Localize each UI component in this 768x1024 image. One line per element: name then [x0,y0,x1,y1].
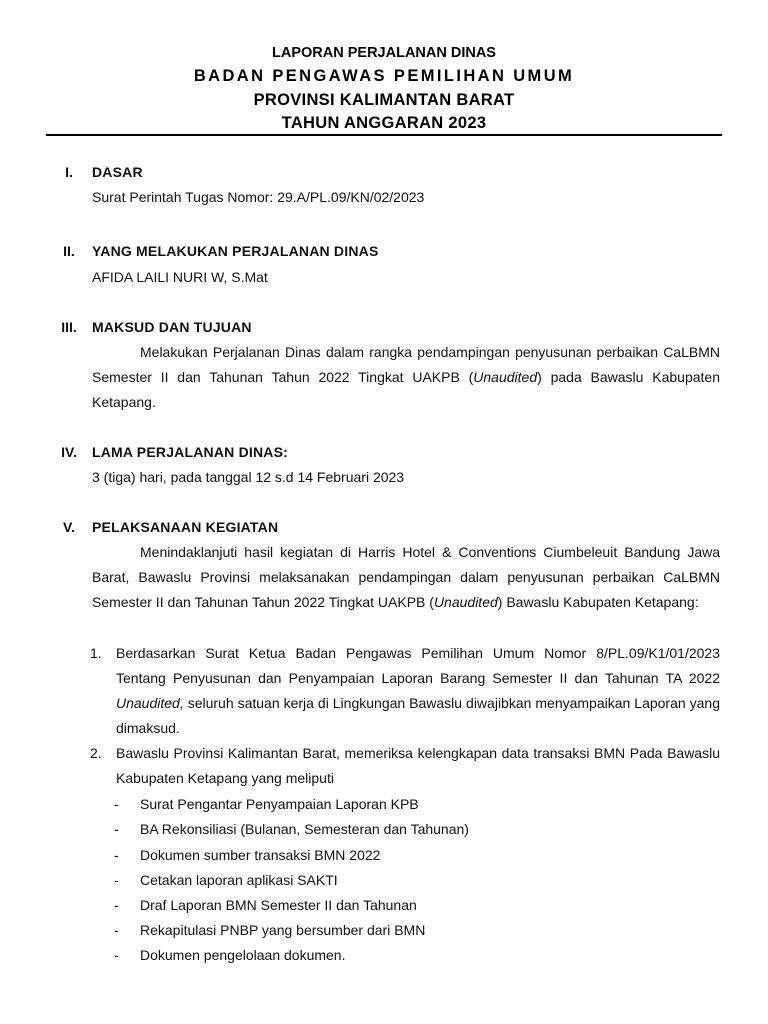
section-4-body: 3 (tiga) hari, pada tanggal 12 s.d 14 Februari 2023 [92,469,405,485]
section-2-numeral: II. [63,243,75,259]
list-item [114,947,345,963]
list-item [114,922,425,938]
section-5-numeral: V. [63,519,75,535]
list-item-text: Cetakan laporan aplikasi SAKTI [140,872,338,888]
section-1-heading: DASAR [92,164,143,180]
list-item-text: Draf Laporan BMN Semester II dan Tahunan [140,897,417,913]
bullet-dash: - [114,872,119,888]
bullet-dash: - [114,847,119,863]
section-5-intro-b: ) Bawaslu Kabupaten Ketapang: [497,594,699,610]
section-1-body: Surat Perintah Tugas Nomor: 29.A/PL.09/KN/02/2023 [92,189,425,205]
numbered-item-2 [90,741,720,791]
section-3-text-b: ) pada Bawaslu Kabupaten Ketapang. [92,369,720,410]
list-item-text: Dokumen sumber transaksi BMN 2022 [140,847,381,863]
header-divider [46,134,722,136]
list-item [114,821,469,837]
numbered-item-1-text-b: seluruh satuan kerja di Lingkungan Bawaslu diwajibkan menyampaikan Laporan yang dimaksud. [116,695,720,736]
numbered-item-1-number: 1. [90,645,102,661]
bullet-dash: - [114,922,119,938]
list-item [114,847,380,863]
list-item [114,872,338,888]
fiscal-year-title: TAHUN ANGGARAN 2023 [281,114,487,132]
section-4-numeral: IV. [61,444,77,460]
report-type-title: LAPORAN PERJALANAN DINAS [272,45,496,61]
section-5-intro [92,540,720,615]
section-5-intro-a: Menindaklanjuti hasil kegiatan di Harris Hotel & Conventions Ciumbeleuit Bandung Jawa Barat, Bawaslu Provinsi melaksanakan pendampingan dalam penyusunan perbaikan CaLBMN Semester II dan Tahunan Tahun 2022 Tingkat UAKPB ( [92,544,720,610]
section-5-heading: PELAKSANAAN KEGIATAN [92,519,279,535]
section-3-text-em: Unaudited [473,369,538,385]
section-3-heading: MAKSUD DAN TUJUAN [92,319,252,335]
numbered-item-2-number: 2. [90,745,102,761]
section-3-paragraph [92,340,720,415]
list-item-text: Rekapitulasi PNBP yang bersumber dari BMN [140,922,426,938]
list-item-text: BA Rekonsiliasi (Bulanan, Semesteran dan Tahunan) [140,821,469,837]
bullet-dash: - [114,947,119,963]
section-5-intro-em: Unaudited [433,594,498,610]
section-3-text-a: Melakukan Perjalanan Dinas dalam rangka pendampingan penyusunan perbaikan CaLBMN Semester II dan Tahunan Tahun 2022 Tingkat UAKPB ( [92,344,720,385]
numbered-item-1-text-em: Unaudited, [116,695,184,711]
numbered-item-1-text-a: Berdasarkan Surat Ketua Badan Pengawas Pemilihan Umum Nomor 8/PL.09/K1/01/2023 Tentang Penyusunan dan Penyampaian Laporan Barang Semester II dan Tahunan TA 2022 [116,645,720,686]
agency-title: BADAN PENGAWAS PEMILIHAN UMUM [193,67,575,85]
numbered-item-2-text: Bawaslu Provinsi Kalimantan Barat, memeriksa kelengkapan data transaksi BMN Pada Bawaslu Kabupaten Ketapang yang meliputi [116,745,720,786]
list-item [114,897,417,913]
section-4-heading: LAMA PERJALANAN DINAS: [92,444,288,460]
bullet-dash: - [114,897,119,913]
list-item-text: Surat Pengantar Penyampaian Laporan KPB [140,796,419,812]
bullet-dash: - [114,821,119,837]
section-1-numeral: I. [65,164,73,180]
numbered-item-1 [90,641,720,741]
list-item [114,796,419,812]
section-2-body: AFIDA LAILI NURI W, S.Mat [92,269,268,285]
section-2-heading: YANG MELAKUKAN PERJALANAN DINAS [92,243,379,259]
section-3-numeral: III. [61,319,77,335]
bullet-dash: - [114,796,119,812]
province-title: PROVINSI KALIMANTAN BARAT [253,91,515,109]
list-item-text: Dokumen pengelolaan dokumen. [140,947,346,963]
